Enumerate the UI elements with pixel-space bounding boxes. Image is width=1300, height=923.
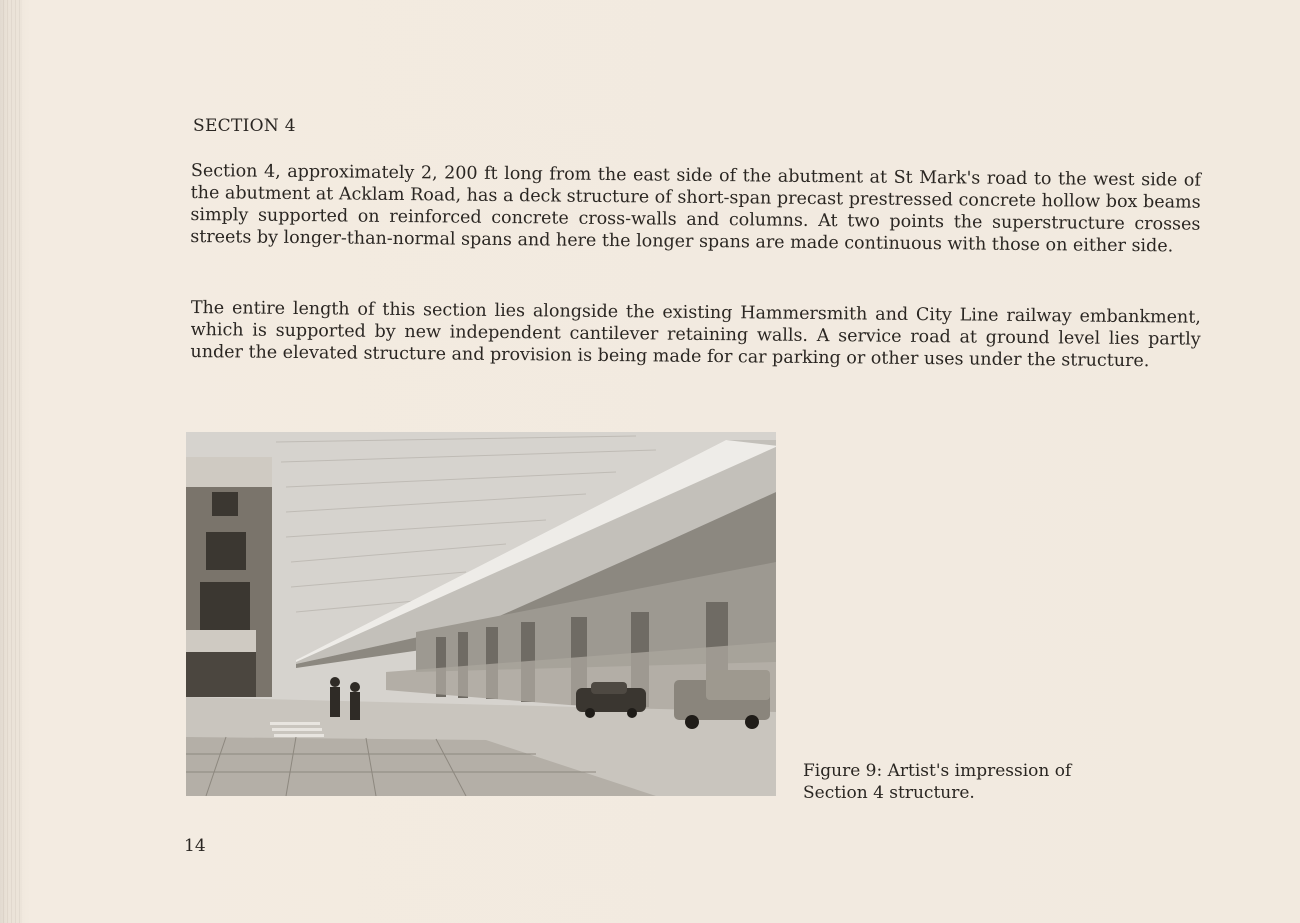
figure-9-illustration xyxy=(186,432,776,796)
figure-caption-line-1: Figure 9: Artist's impression of xyxy=(803,761,1072,781)
paragraph-2: The entire length of this section lies alongside the existing Hammersmith and City Line railway embankment, which is supported by new independent cantilever retaining walls. A service road at ground level lies partly under the elevated structure and provision is being made for car parking or other uses under the structure. xyxy=(190,297,1201,372)
artist-impression-drawing xyxy=(186,432,776,796)
paragraph-1: Section 4, approximately 2, 200 ft long from the east side of the abutment at St Mark's road to the west side of the abutment at Acklam Road, has a deck structure of short-span precast prestressed concrete hollow box beams simply supported on reinforced concrete cross-walls and columns. At two points the superstructure crosses streets by longer-than-normal spans and here the longer spans are made continuous with those on either side. xyxy=(190,160,1201,257)
figure-caption xyxy=(803,760,1071,804)
page-number: 14 xyxy=(184,836,206,856)
page-edges xyxy=(0,0,22,923)
section-heading: SECTION 4 xyxy=(193,116,296,136)
figure-caption-line-2: Section 4 structure. xyxy=(803,783,975,803)
